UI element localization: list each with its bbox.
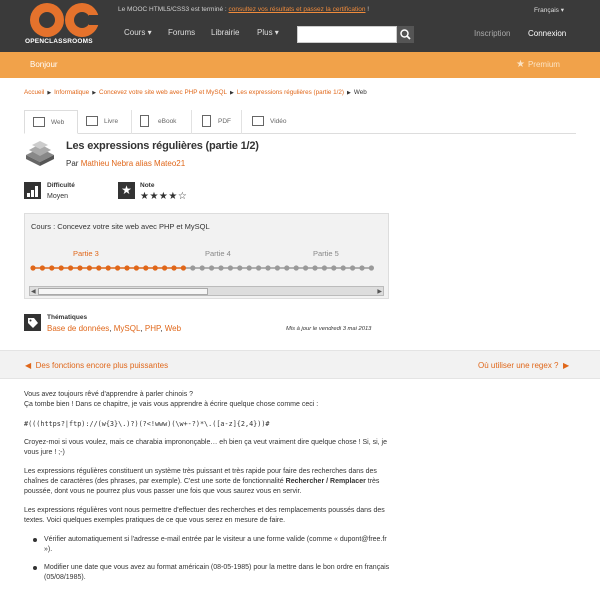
intro-line-1: Vous avez toujours rêvé d'apprendre à parler chinois ? — [24, 391, 194, 398]
certification-link[interactable]: consultez vos résultats et passez la certification — [228, 6, 366, 13]
premium-link[interactable] — [516, 59, 560, 70]
paragraph-text: Les expressions régulières constituent un système très puissant et très rapide pour faire des recherches dans des chaînes de caractères (des phrases, par exemple). C'est une sorte de fonctionnalité — [24, 468, 377, 485]
tag-icon — [24, 314, 41, 331]
intro-line-2: Ça tombe bien ! Dans ce chapitre, je vais vous apprendre à écrire quelque chose comme ceci : — [24, 401, 319, 408]
timeline-chapter-dot[interactable] — [228, 265, 233, 270]
nav-plus[interactable]: Plus ▾ — [257, 28, 279, 37]
breadcrumb-informatique[interactable]: Informatique — [54, 89, 90, 96]
scroll-thumb[interactable] — [38, 288, 208, 295]
ebook-icon — [140, 115, 149, 127]
timeline-chapter-dot[interactable] — [350, 265, 355, 270]
tab-web[interactable] — [24, 110, 78, 134]
breadcrumb-separator-icon: ▶ — [47, 90, 52, 96]
top-header — [0, 0, 600, 52]
difficulty-label: Difficulté — [47, 182, 75, 189]
connexion-link[interactable]: Connexion — [528, 29, 567, 38]
timeline-chapter-dot[interactable] — [190, 265, 195, 270]
next-chapter-label: Où utiliser une regex ? — [478, 361, 559, 370]
paragraph-bold: Rechercher / Remplacer — [285, 478, 366, 485]
breadcrumb-separator-icon: ▶ — [92, 90, 97, 96]
premium-label: Premium — [527, 60, 560, 69]
difficulty-value: Moyen — [47, 193, 69, 200]
mooc-notice-text: Le MOOC HTML5/CSS3 est terminé : — [118, 6, 227, 13]
note-stars: ★★★★☆ — [140, 191, 188, 202]
author-prefix: Par — [66, 159, 79, 168]
tab-livre[interactable] — [78, 110, 132, 134]
timeline-chapter-dot[interactable] — [171, 265, 176, 270]
greeting-bar — [0, 52, 600, 78]
timeline-chapter-dot[interactable] — [143, 265, 148, 270]
timeline-chapter-dot[interactable] — [49, 265, 54, 270]
difficulty-icon — [24, 182, 41, 199]
themes-list: Base de données, MySQL, PHP, Web — [47, 324, 182, 333]
search-button[interactable] — [397, 26, 414, 43]
mooc-notice — [118, 6, 369, 13]
chevron-right-icon: ▶ — [562, 361, 570, 370]
timeline-chapter-dot[interactable] — [87, 265, 92, 270]
timeline-chapter-dot[interactable] — [322, 265, 327, 270]
scroll-right-icon[interactable]: ▶ — [377, 289, 382, 295]
timeline-chapter-dot[interactable] — [153, 265, 158, 270]
breadcrumb-accueil[interactable]: Accueil — [24, 89, 45, 96]
nav-librairie[interactable]: Librairie — [211, 28, 240, 37]
author-link[interactable]: Mathieu Nebra alias Mateo21 — [80, 159, 186, 168]
course-timeline — [24, 213, 389, 299]
breadcrumb-current: Web — [353, 89, 367, 96]
timeline-chapter-dot[interactable] — [77, 265, 82, 270]
timeline-chapter-dot[interactable] — [96, 265, 101, 270]
timeline-chapter-dot[interactable] — [256, 265, 261, 270]
timeline-chapter-dot[interactable] — [181, 265, 186, 270]
chevron-left-icon: ◀ — [25, 361, 32, 370]
search-input[interactable] — [297, 26, 397, 43]
timeline-chapter-dot[interactable] — [312, 265, 317, 270]
logo-circle-c — [65, 3, 99, 37]
timeline-track — [25, 259, 390, 279]
search-icon — [397, 26, 414, 43]
paragraph-text: très poussée, dont vous ne pourrez plus vous passer une fois que vous saurez vous en servir. — [24, 478, 380, 495]
paragraph — [24, 467, 394, 497]
monitor-icon — [33, 117, 45, 127]
timeline-chapter-dot[interactable] — [162, 265, 167, 270]
tab-web-label: Web — [51, 119, 65, 126]
list-item: Modifier une date que vous avez au format américain (08-05-1985) pour la mettre dans le bon ordre en français (05/08/1985). — [42, 563, 394, 583]
previous-chapter-link[interactable] — [25, 361, 168, 370]
article-body — [24, 390, 394, 591]
timeline-chapter-dot[interactable] — [59, 265, 64, 270]
page-title: Les expressions régulières (partie 1/2) — [66, 140, 259, 152]
breadcrumb-separator-icon: ▶ — [347, 90, 351, 96]
nav-forums[interactable]: Forums — [168, 28, 196, 37]
paragraph: Les expressions régulières vont nous permettre d'effectuer des recherches et des remplacements poussés dans des textes. Voici quelques exemples pratiques de ce que vous serez en mesure de faire. — [24, 507, 385, 524]
tab-ebook[interactable] — [132, 110, 192, 134]
timeline-part-5[interactable]: Partie 5 — [313, 249, 339, 258]
greeting-text: Bonjour — [30, 60, 58, 69]
note-label: Note — [140, 182, 155, 189]
scroll-left-icon[interactable]: ◀ — [31, 289, 36, 295]
logo-circle-o — [30, 3, 64, 37]
breadcrumb-separator-icon: ▶ — [230, 90, 234, 96]
breadcrumb-course[interactable]: Concevez votre site web avec PHP et MySQL — [99, 89, 228, 96]
tab-ebook-label: eBook — [158, 118, 177, 125]
tab-video[interactable] — [244, 110, 304, 134]
timeline-chapter-dot[interactable] — [369, 265, 374, 270]
timeline-part-4[interactable]: Partie 4 — [205, 249, 231, 258]
video-icon — [252, 116, 264, 126]
language-selector[interactable]: Français ▾ — [534, 7, 564, 14]
logo-text: OPENCLASSROOMS — [25, 38, 93, 45]
timeline-chapter-dot[interactable] — [218, 265, 223, 270]
themes-label: Thématiques — [47, 314, 88, 321]
chapter-navigation — [0, 350, 600, 379]
timeline-scrollbar[interactable] — [29, 286, 384, 296]
timeline-chapter-dot[interactable] — [68, 265, 73, 270]
timeline-chapter-dot[interactable] — [265, 265, 270, 270]
breadcrumb-chapter[interactable]: Les expressions régulières (partie 1/2) — [236, 89, 344, 96]
theme-link[interactable]: MySQL — [113, 324, 141, 333]
nav-cours[interactable]: Cours ▾ — [124, 28, 152, 37]
timeline-chapter-dot[interactable] — [134, 265, 139, 270]
timeline-chapter-dot[interactable] — [303, 265, 308, 270]
course-stack-icon — [24, 139, 56, 167]
timeline-chapter-dot[interactable] — [294, 265, 299, 270]
author-line — [66, 159, 185, 168]
pdf-icon — [202, 115, 211, 127]
theme-link[interactable]: Base de données — [47, 324, 110, 333]
paragraph: Croyez-moi si vous voulez, mais ce charabia imprononçable… eh bien ça veut vraiment dire quelque chose ! Si, si, je vous jure ! ;-) — [24, 439, 388, 456]
timeline-chapter-dot[interactable] — [124, 265, 129, 270]
mooc-notice-suffix: ! — [367, 6, 370, 13]
timeline-chapter-dot[interactable] — [40, 265, 45, 270]
previous-chapter-label: Des fonctions encore plus puissantes — [35, 361, 169, 370]
timeline-course-title: Cours : Concevez votre site web avec PHP et MySQL — [31, 222, 210, 231]
timeline-chapter-dot[interactable] — [200, 265, 205, 270]
note-star-icon: ★ — [118, 182, 135, 199]
examples-list — [42, 535, 394, 583]
tab-livre-label: Livre — [104, 118, 119, 125]
theme-link[interactable]: PHP — [144, 324, 161, 333]
tab-pdf[interactable] — [192, 110, 242, 134]
timeline-chapter-dot[interactable] — [331, 265, 336, 270]
book-icon — [86, 116, 98, 126]
timeline-chapter-dot[interactable] — [359, 265, 364, 270]
regex-example: #(((https?|ftp)://(w{3}\.)?)(?<!www)(\w+-?)*\.([a-z]{2,4}))# — [24, 420, 270, 428]
star-icon: ★ — [516, 59, 525, 70]
timeline-chapter-dot[interactable] — [237, 265, 242, 270]
tab-pdf-label: PDF — [218, 118, 231, 125]
timeline-part-3[interactable]: Partie 3 — [73, 249, 99, 258]
inscription-link[interactable]: Inscription — [474, 29, 511, 38]
updated-date: Mis à jour le vendredi 3 mai 2013 — [286, 326, 372, 332]
timeline-chapter-dot[interactable] — [209, 265, 214, 270]
timeline-chapter-dot[interactable] — [30, 265, 35, 270]
theme-link[interactable]: Web — [164, 324, 182, 333]
timeline-chapter-dot[interactable] — [275, 265, 280, 270]
breadcrumb — [24, 89, 367, 96]
timeline-chapter-dot[interactable] — [284, 265, 289, 270]
intro-paragraph — [24, 390, 394, 410]
openclassrooms-logo[interactable] — [25, 3, 105, 49]
timeline-chapter-dot[interactable] — [115, 265, 120, 270]
timeline-chapter-dot[interactable] — [341, 265, 346, 270]
list-item: Vérifier automatiquement si l'adresse e-mail entrée par le visiteur a une forme valide (comme « dupont@free.fr »). — [42, 535, 394, 555]
timeline-chapter-dot[interactable] — [106, 265, 111, 270]
tab-video-label: Vidéo — [270, 118, 287, 125]
timeline-chapter-dot[interactable] — [247, 265, 252, 270]
next-chapter-link[interactable] — [478, 361, 569, 370]
